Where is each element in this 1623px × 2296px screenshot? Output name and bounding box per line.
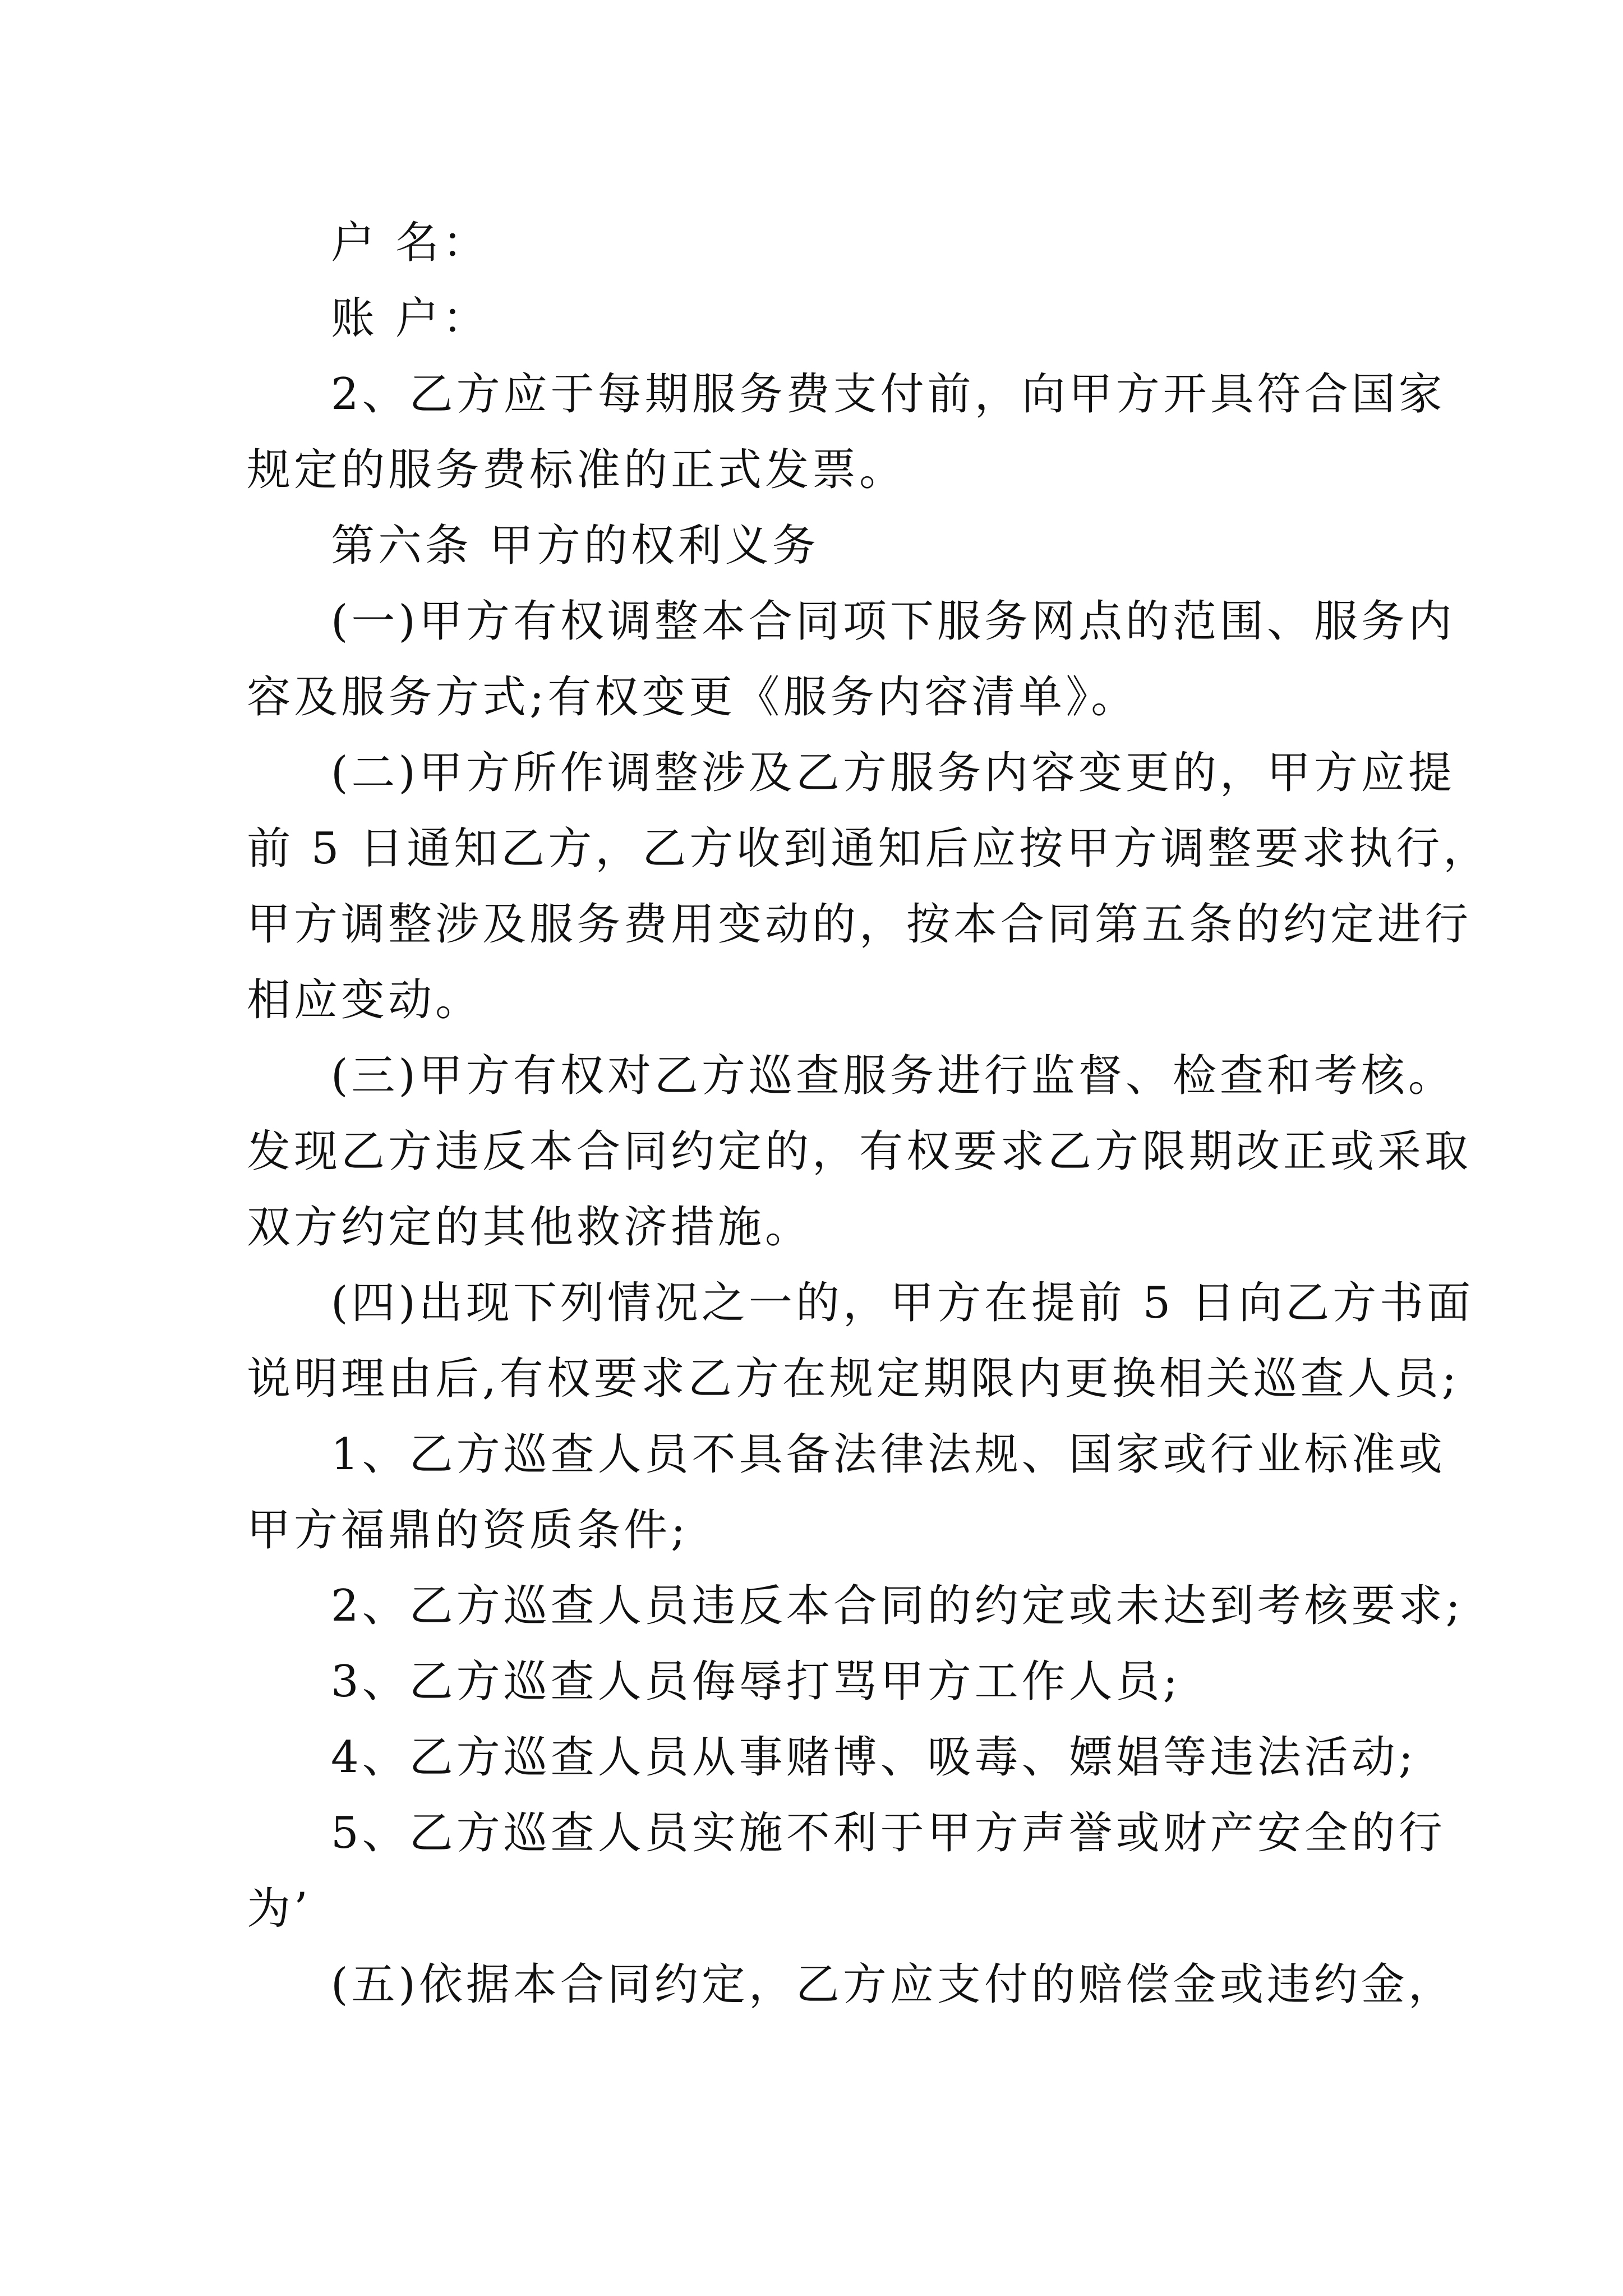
paragraph-line: 双方约定的其他救济措施。 bbox=[247, 1202, 813, 1253]
list-item: 4、乙方巡查人员从事赌博、吸毒、嫖娼等违法活动; bbox=[331, 1732, 1417, 1783]
paragraph-line: 说明理由后,有权要求乙方在规定期限内更换相关巡查人员; bbox=[247, 1354, 1460, 1404]
paragraph-line: (二)甲方所作调整涉及乙方服务内容变更的，甲方应提 bbox=[331, 748, 1455, 798]
paragraph-line: 发现乙方违反本合同约定的，有权要求乙方限期改正或采取 bbox=[247, 1126, 1472, 1177]
account-name-line: 户 名： bbox=[331, 218, 490, 268]
article-heading: 第六条 甲方的权利义务 bbox=[331, 521, 819, 571]
list-item: 5、乙方巡查人员实施不利于甲方声誉或财产安全的行 bbox=[331, 1808, 1446, 1858]
list-item: 1、乙方巡查人员不具备法律法规、国家或行业标准或 bbox=[331, 1429, 1446, 1480]
list-item: 2、乙方巡查人员违反本合同的约定或未达到考核要求; bbox=[331, 1581, 1464, 1631]
paragraph-line: 规定的服务费标准的正式发票。 bbox=[247, 445, 907, 495]
paragraph-line: (三)甲方有权对乙方巡查服务进行监督、检查和考核。 bbox=[331, 1051, 1455, 1101]
list-item-continuation: 为’ bbox=[247, 1884, 311, 1934]
paragraph-line: (一)甲方有权调整本合同项下服务网点的范围、服务内 bbox=[331, 596, 1455, 647]
list-item: 3、乙方巡查人员侮辱打骂甲方工作人员; bbox=[331, 1657, 1181, 1707]
paragraph-line: (五)依据本合同约定，乙方应支付的赔偿金或违约金， bbox=[331, 1959, 1455, 2010]
account-number-line: 账 户： bbox=[331, 293, 490, 344]
list-item-continuation: 甲方福鼎的资质条件; bbox=[247, 1505, 689, 1556]
paragraph-line: 前 5 日通知乙方，乙方收到通知后应按甲方调整要求执行， bbox=[247, 823, 1491, 874]
paragraph-line: (四)出现下列情况之一的，甲方在提前 5 日向乙方书面 bbox=[331, 1278, 1474, 1328]
paragraph-line: 2、乙方应于每期服务费支付前，向甲方开具符合国家 bbox=[331, 369, 1446, 420]
paragraph-line: 相应变动。 bbox=[247, 975, 483, 1025]
paragraph-line: 甲方调整涉及服务费用变动的，按本合同第五条的约定进行 bbox=[247, 899, 1472, 950]
paragraph-line: 容及服务方式;有权变更《服务内容清单》。 bbox=[247, 672, 1138, 723]
